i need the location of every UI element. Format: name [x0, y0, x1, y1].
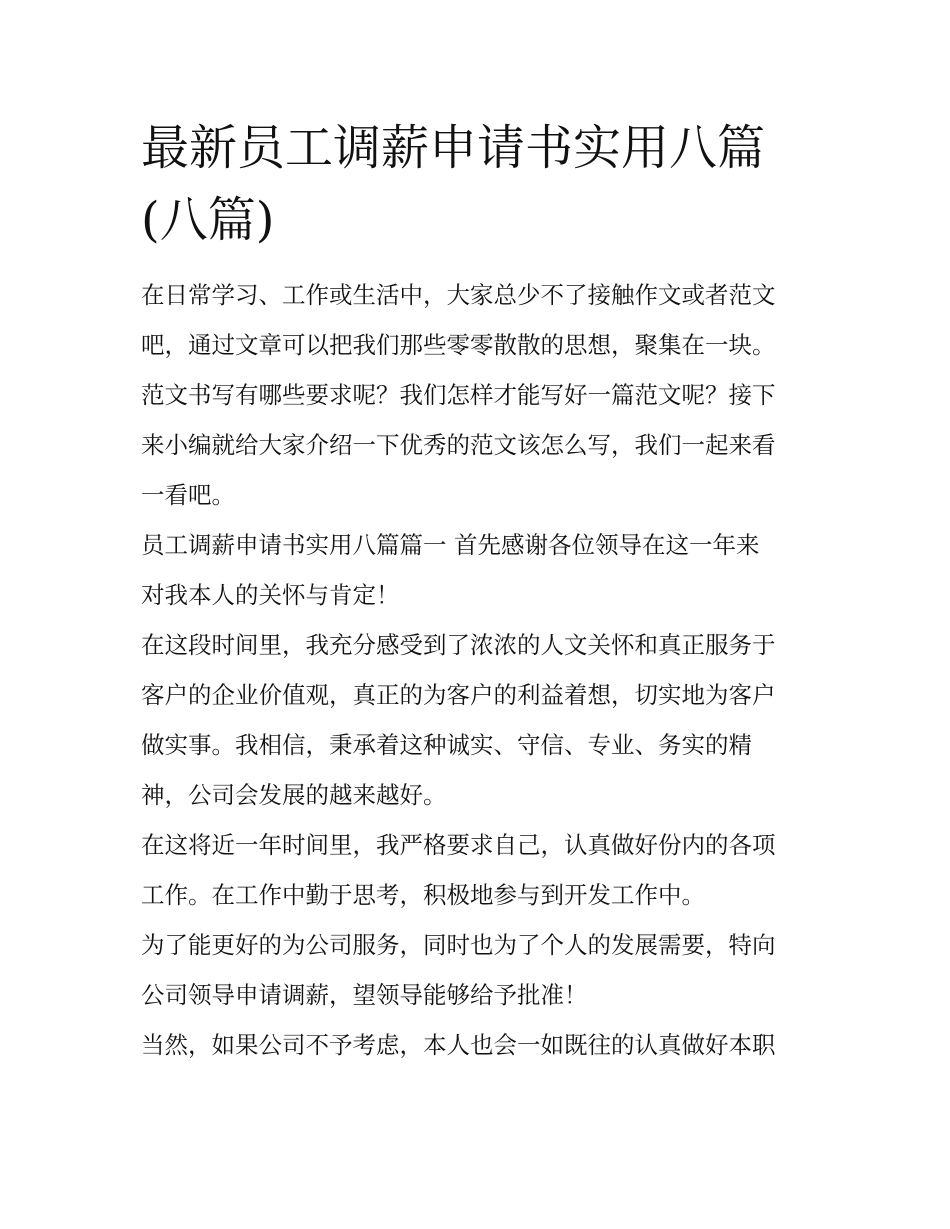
- paragraph-line: 公司领导申请调薪，望领导能够给予批准！: [141, 981, 588, 1009]
- paragraph-company-culture: [141, 620, 821, 820]
- paragraph-line: 做实事。我相信，秉承着这种诚实、守信、专业、务实的精: [141, 731, 752, 759]
- paragraph-line: 工作。在工作中勤于思考，积极地参与到开发工作中。: [141, 881, 705, 909]
- document-title: [141, 112, 821, 256]
- paragraph-work-attitude: [141, 820, 821, 920]
- paragraph-line: 对我本人的关怀与肯定！: [141, 581, 400, 609]
- paragraph-line: 范文书写有哪些要求呢？我们怎样才能写好一篇范文呢？接下: [141, 381, 776, 409]
- title-line-2: (八篇): [141, 192, 275, 248]
- paragraph-line: 吧，通过文章可以把我们那些零零散散的思想，聚集在一块。: [141, 331, 776, 359]
- paragraph-line: 为了能更好的为公司服务，同时也为了个人的发展需要，特向: [141, 931, 776, 959]
- paragraph-line: 当然，如果公司不予考虑，本人也会一如既往的认真做好本职: [141, 1031, 776, 1059]
- document-content: [141, 112, 821, 1070]
- paragraph-line: 在日常学习、工作或生活中，大家总少不了接触作文或者范文: [141, 281, 776, 309]
- paragraph-section-one: [141, 520, 821, 620]
- paragraph-request: [141, 920, 821, 1020]
- paragraph-line: 神，公司会发展的越来越好。: [141, 781, 447, 809]
- paragraph-intro: [141, 270, 821, 520]
- paragraph-line: 一看吧。: [141, 481, 235, 509]
- paragraph-closing: [141, 1020, 821, 1070]
- paragraph-line: 客户的企业价值观，真正的为客户的利益着想，切实地为客户: [141, 681, 776, 709]
- paragraph-line: 员工调薪申请书实用八篇篇一 首先感谢各位领导在这一年来: [141, 531, 760, 559]
- title-spacer: [141, 256, 821, 270]
- paragraph-line: 来小编就给大家介绍一下优秀的范文该怎么写，我们一起来看: [141, 431, 776, 459]
- title-line-1: 最新员工调薪申请书实用八篇: [141, 120, 766, 176]
- paragraph-line: 在这段时间里，我充分感受到了浓浓的人文关怀和真正服务于: [141, 631, 776, 659]
- paragraph-line: 在这将近一年时间里，我严格要求自己，认真做好份内的各项: [141, 831, 776, 859]
